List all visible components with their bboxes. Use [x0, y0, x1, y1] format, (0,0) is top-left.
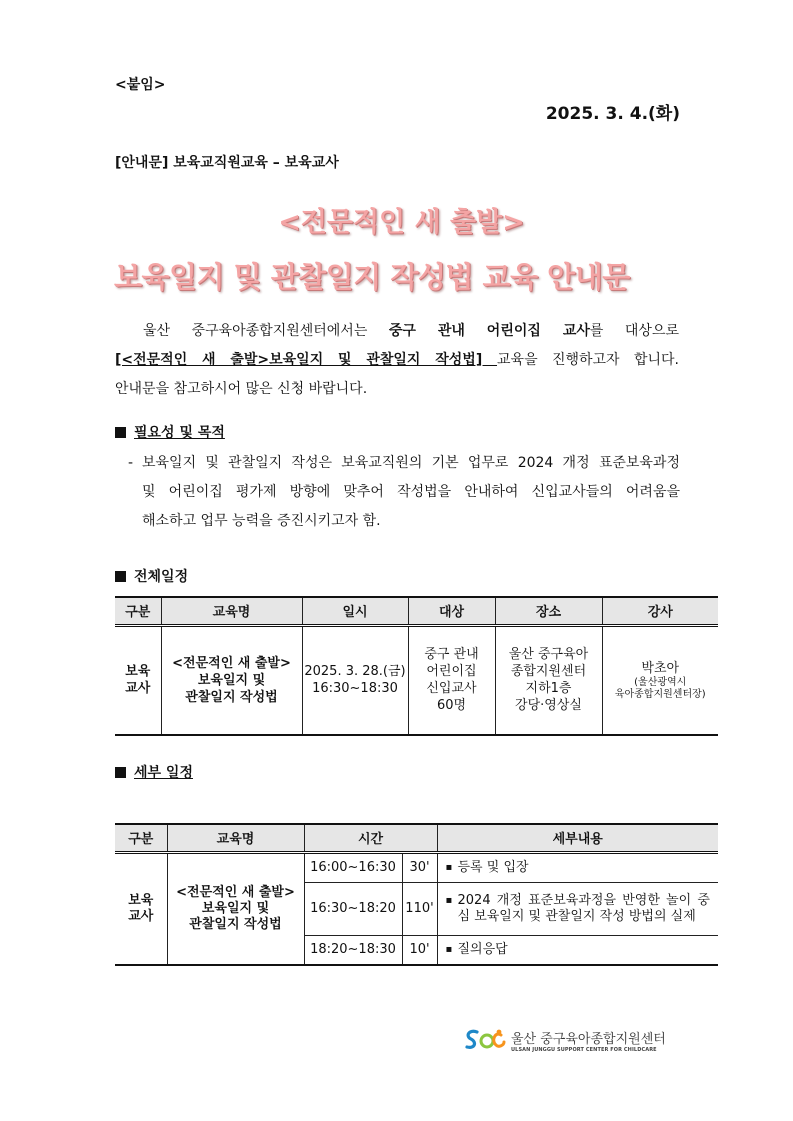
- lecturer-org: 육아종합지원센터장): [614, 688, 706, 700]
- center-name-english: ULSAN JUNGGU SUPPORT CENTER FOR CHILDCARE: [511, 1046, 657, 1053]
- intro-text: 안내문을 참고하시어 많은 신청 바랍니다.: [115, 381, 368, 397]
- table-header-row: [115, 824, 718, 852]
- section-heading-label: 필요성 및 목적: [134, 425, 225, 441]
- minutes-cell: 30': [402, 852, 437, 882]
- notice-label: [안내문] 보육교직원교육 – 보육교사: [115, 155, 339, 171]
- time-cell: 18:20~18:30: [304, 935, 402, 965]
- minutes-cell: 110': [402, 882, 437, 935]
- intro-target: 중구 관내 어린이집 교사: [388, 323, 590, 339]
- intro-text: 를 대상으로: [589, 323, 679, 339]
- cell-line: <전문적인 새 출발>: [176, 884, 295, 900]
- intro-text: 울산 중구육아종합지원센터에서는: [143, 323, 389, 339]
- square-bullet-icon: ▪: [445, 894, 453, 906]
- intro-course-name: [<전문적인 새 출발>보육일지 및 관찰일지 작성법]: [115, 352, 498, 368]
- cell-line: 강당·영상실: [515, 698, 582, 714]
- intro-paragraph: [115, 317, 679, 404]
- content-text: 2024 개정 표준보육과정을 반영한 놀이 중심 보육일지 및 관찰일지 작성 방법의 실제: [457, 892, 710, 924]
- cell-line: 보육일지 및: [201, 900, 270, 916]
- section-detail-heading: [115, 762, 193, 782]
- table-header-cell: 장소: [495, 597, 602, 625]
- table-row: [115, 625, 718, 735]
- table-header-cell: 교육명: [167, 824, 304, 852]
- place-cell: [495, 625, 602, 735]
- cell-line: 보육: [128, 892, 154, 908]
- cell-line: 교사: [125, 681, 151, 697]
- title-line-2: 보육일지 및 관찰일지 작성법 교육 안내문: [114, 260, 630, 294]
- table-header-cell: 교육명: [161, 597, 302, 625]
- purpose-line: 해소하고 업무 능력을 증진시키고자 함.: [142, 513, 381, 529]
- target-cell: [408, 625, 495, 735]
- cell-line: 2025. 3. 28.(금): [304, 664, 406, 680]
- square-bullet-icon: [115, 427, 126, 438]
- square-bullet-icon: ▪: [445, 861, 453, 873]
- table-header-cell: 대상: [408, 597, 495, 625]
- course-cell: [161, 625, 302, 735]
- cell-line: 보육일지 및: [197, 672, 266, 688]
- time-cell: 16:30~18:20: [304, 882, 402, 935]
- cell-line: 중구 관내: [424, 647, 479, 663]
- purpose-line: 및 어린이집 평가제 방향에 맞추어 작성법을 안내하여 신입교사들의 어려움을: [142, 484, 680, 500]
- table-header-cell: 일시: [302, 597, 408, 625]
- content-cell: [437, 882, 718, 935]
- category-cell: [115, 852, 167, 965]
- table-header-cell: 구분: [115, 597, 161, 625]
- section-heading-label: 세부 일정: [134, 765, 193, 781]
- section-heading-label: 전체일정: [134, 569, 189, 585]
- table-header-row: [115, 597, 718, 625]
- center-logo-icon: [463, 1027, 507, 1053]
- lecturer-org: (울산광역시: [634, 676, 687, 688]
- document-date: 2025. 3. 4.(화): [545, 104, 680, 124]
- table-header-cell: 강사: [602, 597, 718, 625]
- cell-line: 16:30~18:30: [312, 681, 398, 697]
- minutes-cell: 10': [402, 935, 437, 965]
- course-cell: [167, 852, 304, 965]
- cell-line: 보육: [125, 664, 151, 680]
- cell-line: 관찰일지 작성법: [189, 916, 282, 932]
- lecturer-cell: [602, 625, 718, 735]
- purpose-text: [128, 449, 680, 536]
- intro-text: 교육을 진행하고자 합니다.: [497, 352, 679, 368]
- overall-schedule-table: [115, 596, 718, 736]
- section-schedule-heading: [115, 566, 188, 586]
- content-text: 등록 및 입장: [457, 859, 529, 875]
- title-line-1: <전문적인 새 출발>: [278, 207, 525, 238]
- square-bullet-icon: [115, 571, 126, 582]
- lecturer-name: 박초아: [641, 660, 680, 676]
- content-text: 질의응답: [457, 941, 508, 957]
- detail-schedule-table: [115, 823, 718, 966]
- cell-line: 지하1층: [525, 681, 572, 697]
- square-bullet-icon: ▪: [445, 943, 453, 955]
- square-bullet-icon: [115, 767, 126, 778]
- content-cell: [437, 852, 718, 882]
- cell-line: 관찰일지 작성법: [185, 689, 278, 705]
- section-purpose-heading: [115, 422, 225, 442]
- cell-line: 교사: [128, 908, 154, 924]
- dash-bullet: -: [128, 455, 134, 471]
- table-row: [115, 852, 718, 882]
- category-cell: [115, 625, 161, 735]
- center-name: 울산 중구육아종합지원센터: [511, 1031, 666, 1047]
- cell-line: <전문적인 새 출발>: [172, 655, 291, 671]
- table-header-cell: 시간: [304, 824, 437, 852]
- cell-line: 종합지원센터: [510, 664, 587, 680]
- purpose-line: 보육일지 및 관찰일지 작성은 보육교직원의 기본 업무로 2024 개정 표준보육과정: [142, 455, 680, 471]
- cell-line: 울산 중구육아: [508, 647, 589, 663]
- time-cell: 16:00~16:30: [304, 852, 402, 882]
- attachment-label: <붙임>: [115, 77, 166, 93]
- cell-line: 신입교사: [426, 681, 477, 697]
- cell-line: 60명: [436, 698, 467, 714]
- datetime-cell: [302, 625, 408, 735]
- center-logo: [463, 1027, 666, 1053]
- content-cell: [437, 935, 718, 965]
- cell-line: 어린이집: [426, 664, 477, 680]
- table-header-cell: 구분: [115, 824, 167, 852]
- table-header-cell: 세부내용: [437, 824, 718, 852]
